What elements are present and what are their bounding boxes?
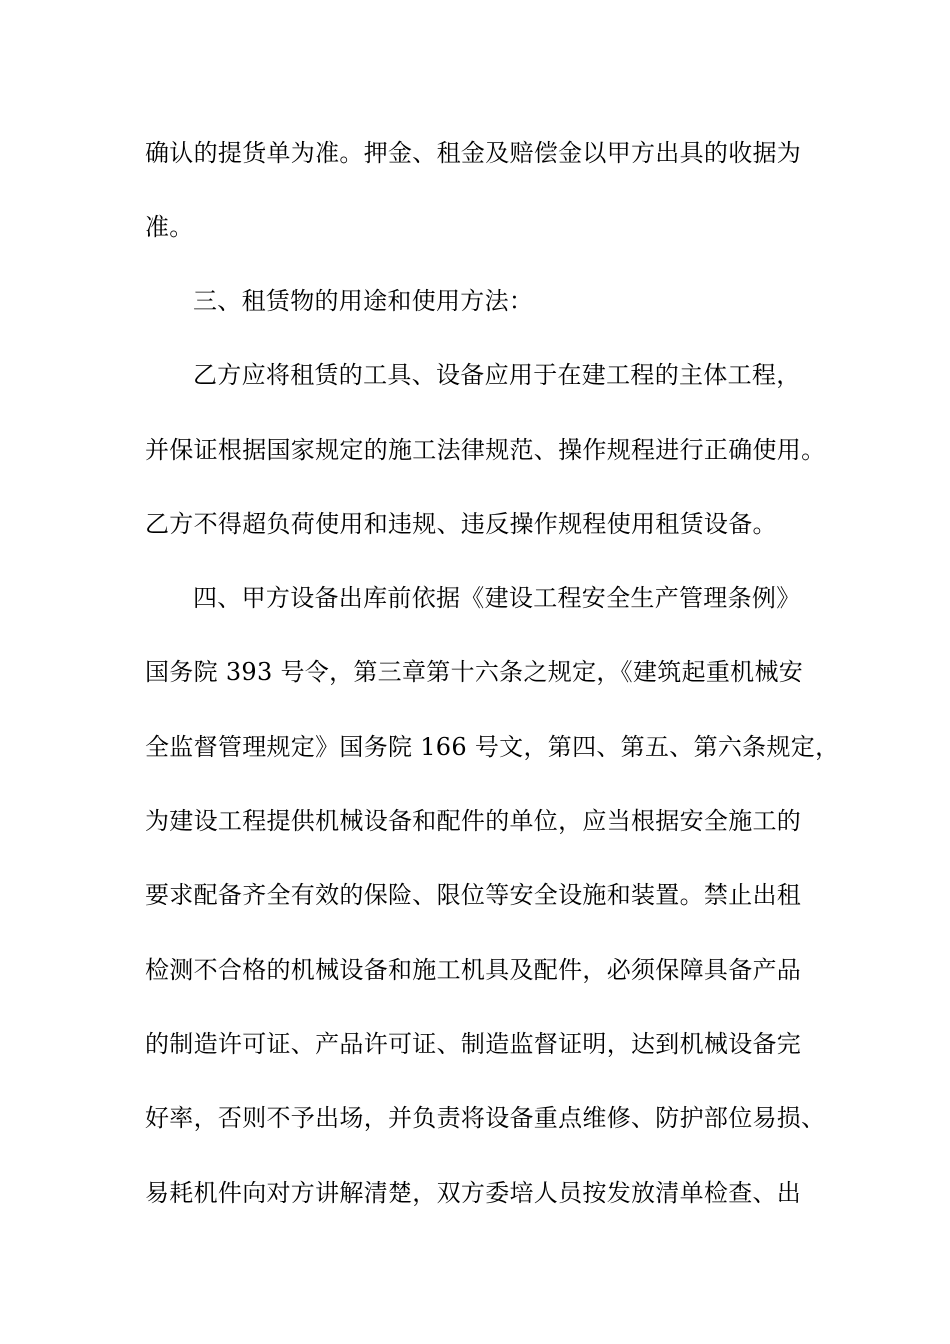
text-line: 易耗机件向对方讲解清楚，双方委培人员按发放清单检查、出 <box>145 1179 802 1207</box>
text-line: 并保证根据国家规定的施工法律规范、操作规程进行正确使用。 <box>145 436 826 464</box>
text-line: 确认的提货单为准。押金、租金及赔偿金以甲方出具的收据为 <box>145 139 802 167</box>
text-line: 检测不合格的机械设备和施工机具及配件，必须保障具备产品 <box>145 956 802 984</box>
text-line: 准。 <box>145 213 194 241</box>
section-heading: 三、租赁物的用途和使用方法： <box>193 287 534 315</box>
text-line: 为建设工程提供机械设备和配件的单位，应当根据安全施工的 <box>145 807 802 835</box>
text-line: 的制造许可证、产品许可证、制造监督证明，达到机械设备完 <box>145 1030 802 1058</box>
text-line: 国务院 393 号令，第三章第十六条之规定，《建筑起重机械安 <box>145 658 804 686</box>
text-line: 乙方应将租赁的工具、设备应用于在建工程的主体工程， <box>193 361 801 389</box>
text-line: 四、甲方设备出库前依据《建设工程安全生产管理条例》 <box>193 584 801 612</box>
text-line: 好率，否则不予出场，并负责将设备重点维修、防护部位易损、 <box>145 1104 826 1132</box>
text-line: 乙方不得超负荷使用和违规、违反操作规程使用租赁设备。 <box>145 510 777 538</box>
text-line: 要求配备齐全有效的保险、限位等安全设施和装置。禁止出租 <box>145 881 802 909</box>
text-line: 全监督管理规定》国务院 166 号文，第四、第五、第六条规定， <box>145 733 840 761</box>
